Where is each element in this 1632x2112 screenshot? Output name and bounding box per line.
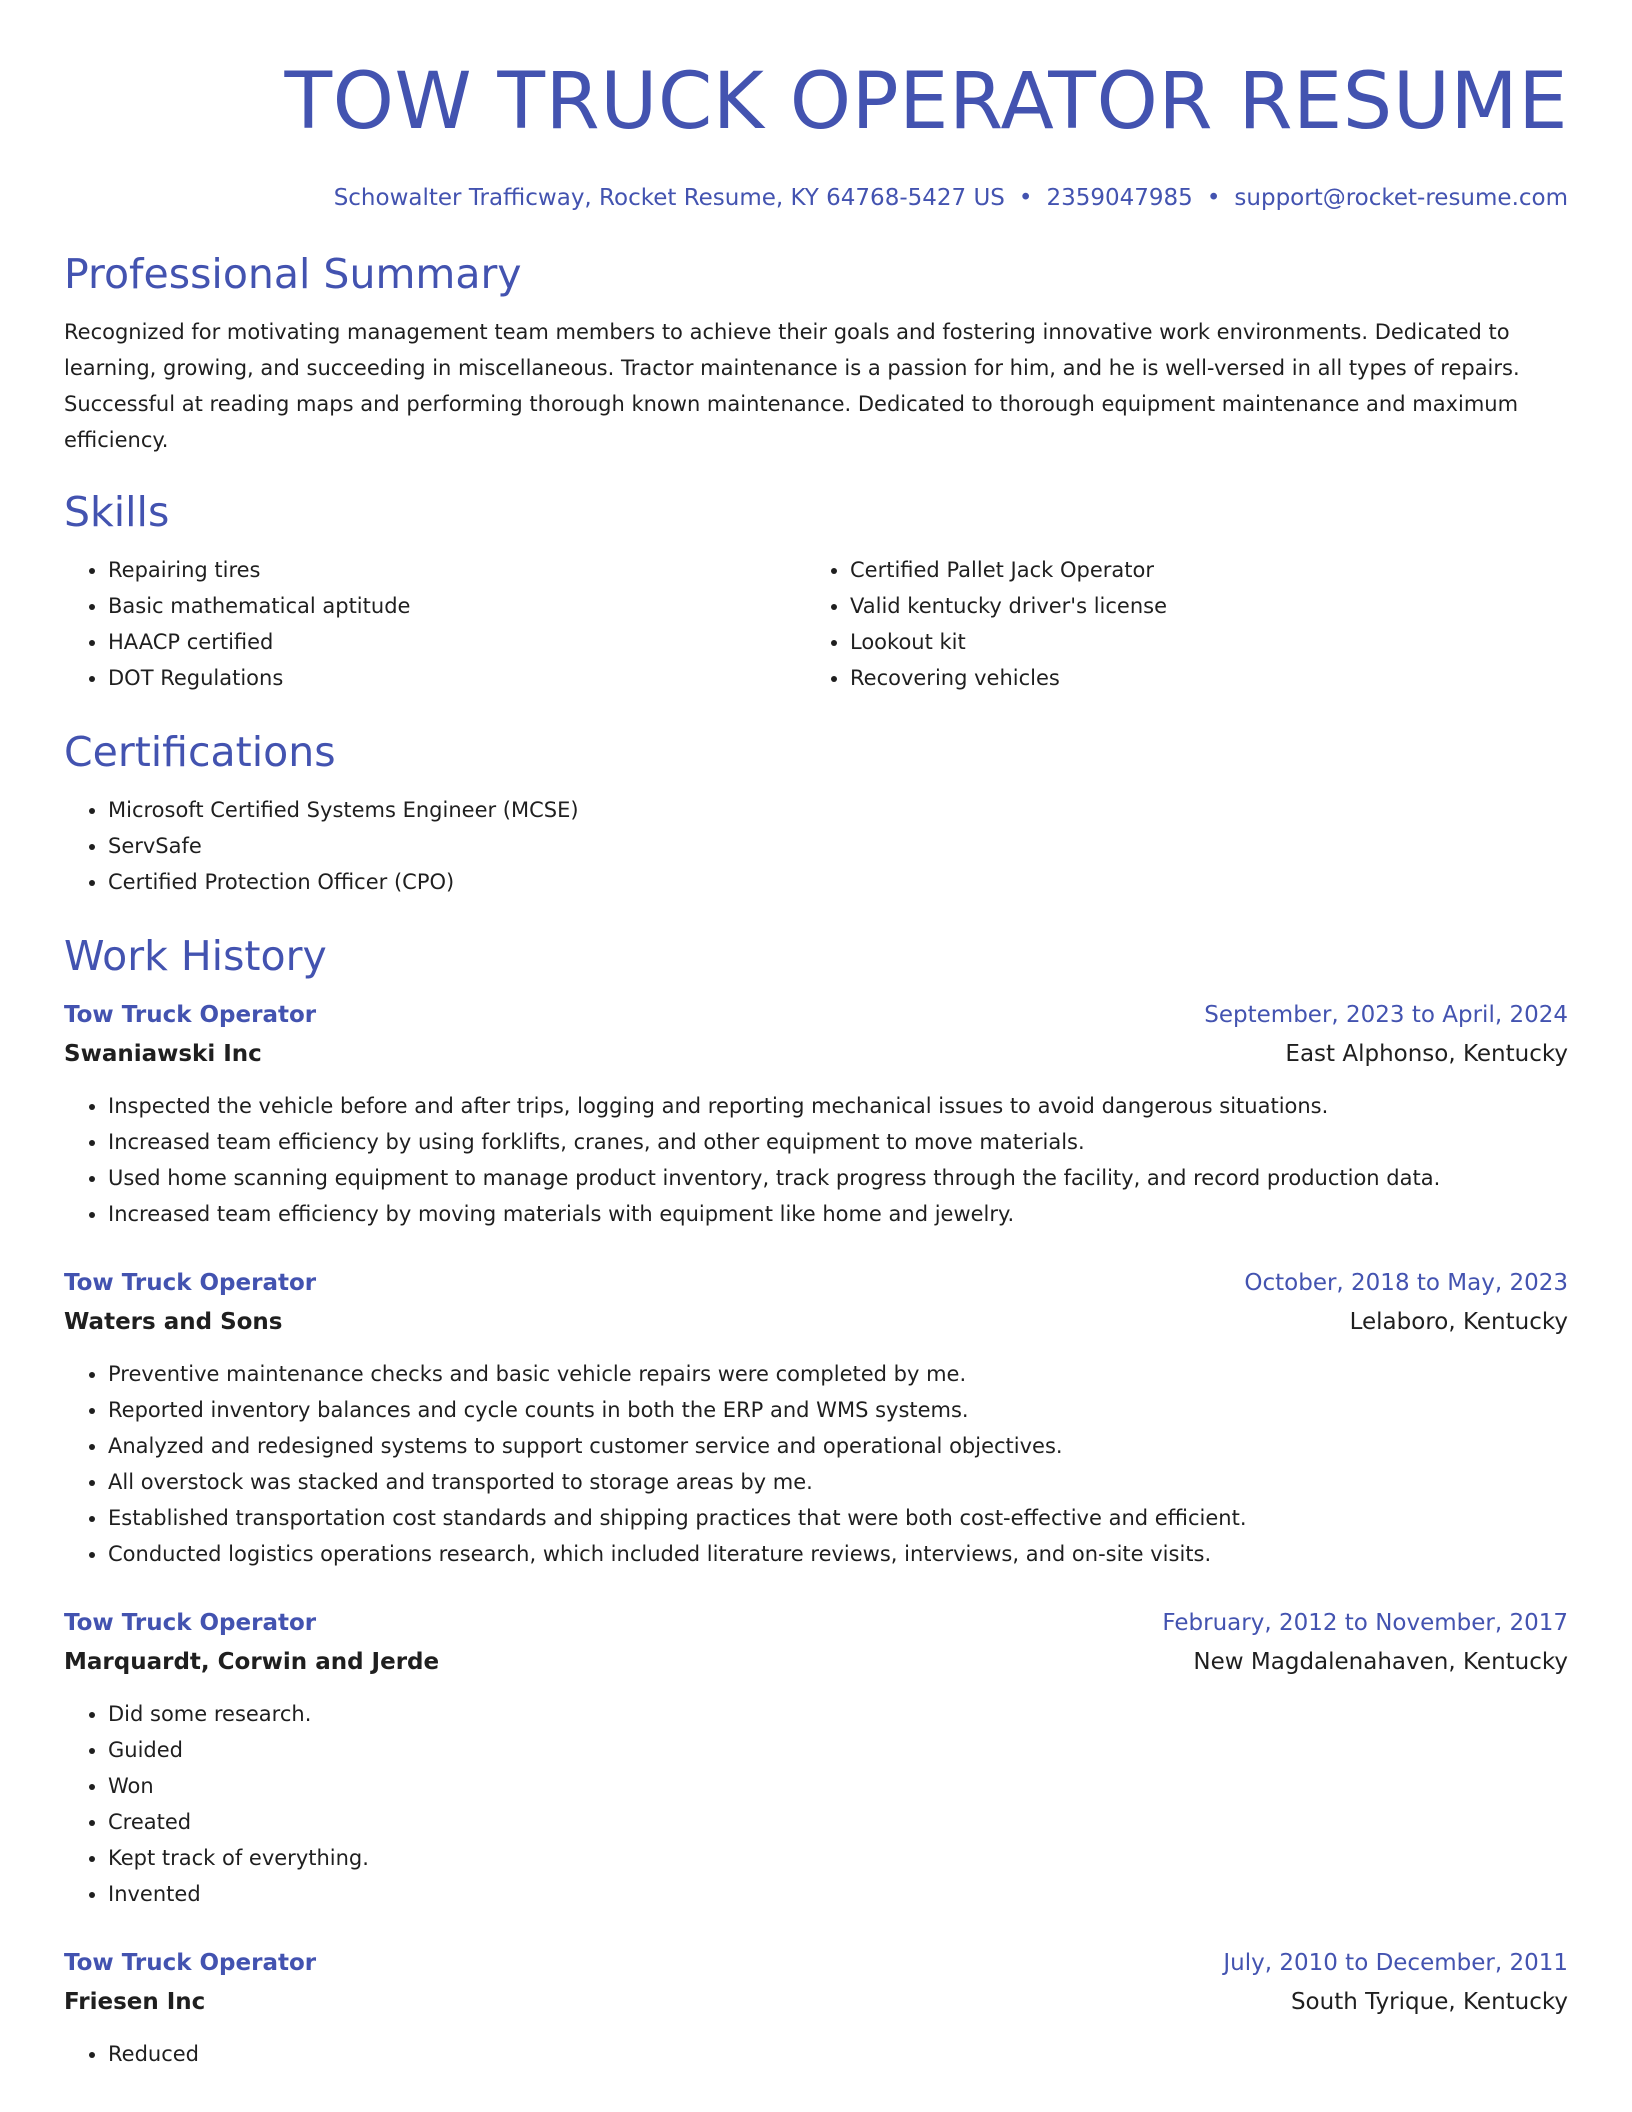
work-history-heading: Work History bbox=[64, 932, 327, 980]
summary-text: Recognized for motivating management team members to achieve their goals and fostering innovative work environments. Dedicated to learning, growing, and succeeding in miscellaneous. Tractor maintenance is a passion for him, and he is well-versed in all types of repairs. Successful at reading maps and performing thorough known maintenance. Dedicated to thorough equipment maintenance and maximum efficiency. bbox=[64, 320, 1520, 452]
job-duty-item: • Increased team efficiency by using forklifts, cranes, and other equipment to move materials. bbox=[108, 1124, 1568, 1160]
certification-item: • Microsoft Certified Systems Engineer (MCSE) bbox=[108, 792, 1568, 828]
job-dates: September, 2023 to April, 2024 bbox=[1204, 1002, 1568, 1028]
job-entry bbox=[64, 1944, 1568, 2072]
job-title-row bbox=[64, 1264, 1568, 1302]
job-title-row bbox=[64, 1944, 1568, 1982]
job-title: Tow Truck Operator bbox=[64, 1270, 317, 1296]
job-title: Tow Truck Operator bbox=[64, 1950, 317, 1976]
job-title-row bbox=[64, 996, 1568, 1034]
skill-item: • Basic mathematical aptitude bbox=[108, 588, 806, 624]
job-duties-list bbox=[64, 1356, 1568, 1572]
certifications-list bbox=[64, 792, 1568, 900]
contact-separator: • bbox=[1018, 185, 1033, 211]
contact-email[interactable]: support@rocket-resume.com bbox=[1234, 185, 1568, 211]
contact-phone: 2359047985 bbox=[1046, 185, 1193, 211]
job-duty-item: • All overstock was stacked and transported to storage areas by me. bbox=[108, 1464, 1568, 1500]
contact-separator: • bbox=[1206, 185, 1221, 211]
resume-title: TOW TRUCK OPERATOR RESUME bbox=[284, 57, 1568, 147]
skills-heading: Skills bbox=[64, 488, 170, 536]
job-duty-item: • Conducted logistics operations research, which included literature reviews, interviews, and on-site visits. bbox=[108, 1536, 1568, 1572]
certifications-section bbox=[64, 724, 1568, 900]
job-duty-item: • Won bbox=[108, 1768, 1568, 1804]
job-duty-item: • Did some research. bbox=[108, 1696, 1568, 1732]
certification-item: • Certified Protection Officer (CPO) bbox=[108, 864, 1568, 900]
job-location: New Magdalenahaven, Kentucky bbox=[1193, 1649, 1568, 1675]
job-duty-item: • Invented bbox=[108, 1876, 1568, 1912]
summary-section bbox=[64, 246, 1568, 458]
job-duty-item: • Preventive maintenance checks and basic vehicle repairs were completed by me. bbox=[108, 1356, 1568, 1392]
job-duty-item: • Guided bbox=[108, 1732, 1568, 1768]
job-duties-list bbox=[64, 1088, 1568, 1232]
certification-item: • ServSafe bbox=[108, 828, 1568, 864]
certifications-heading: Certifications bbox=[64, 728, 336, 776]
skill-item: • DOT Regulations bbox=[108, 660, 806, 696]
skill-item: • Repairing tires bbox=[108, 552, 806, 588]
job-location: Lelaboro, Kentucky bbox=[1349, 1309, 1568, 1335]
skills-list-right bbox=[806, 552, 1548, 696]
job-duty-item: • Established transportation cost standards and shipping practices that were both cost-effective and efficient. bbox=[108, 1500, 1568, 1536]
job-company-row bbox=[64, 1034, 1568, 1074]
job-location: South Tyrique, Kentucky bbox=[1290, 1989, 1568, 2015]
skill-item: • Valid kentucky driver's license bbox=[850, 588, 1548, 624]
skills-columns bbox=[64, 552, 1568, 696]
job-duty-item: • Created bbox=[108, 1804, 1568, 1840]
skill-item: • Lookout kit bbox=[850, 624, 1548, 660]
job-company-row bbox=[64, 1302, 1568, 1342]
summary-heading: Professional Summary bbox=[64, 250, 522, 298]
job-dates: February, 2012 to November, 2017 bbox=[1162, 1610, 1568, 1636]
job-duty-item: • Reported inventory balances and cycle counts in both the ERP and WMS systems. bbox=[108, 1392, 1568, 1428]
contact-address: Schowalter Trafficway, Rocket Resume, KY 64768-5427 US bbox=[333, 185, 1005, 211]
job-entry bbox=[64, 996, 1568, 1232]
skills-section bbox=[64, 484, 1568, 696]
skills-column-left bbox=[64, 552, 806, 696]
job-location: East Alphonso, Kentucky bbox=[1285, 1041, 1568, 1067]
job-company: Friesen Inc bbox=[64, 1989, 206, 2015]
skill-item: • Certified Pallet Jack Operator bbox=[850, 552, 1548, 588]
job-duty-item: • Kept track of everything. bbox=[108, 1840, 1568, 1876]
job-duties-list bbox=[64, 1696, 1568, 1912]
job-duty-item: • Increased team efficiency by moving materials with equipment like home and jewelry. bbox=[108, 1196, 1568, 1232]
contact-line bbox=[64, 182, 1568, 214]
job-duty-item: • Reduced bbox=[108, 2036, 1568, 2072]
resume-header bbox=[64, 0, 1568, 214]
job-company: Swaniawski Inc bbox=[64, 1041, 262, 1067]
job-dates: October, 2018 to May, 2023 bbox=[1244, 1270, 1568, 1296]
job-duty-item: • Used home scanning equipment to manage product inventory, track progress through the facility, and record production data. bbox=[108, 1160, 1568, 1196]
job-title-row bbox=[64, 1604, 1568, 1642]
skills-column-right bbox=[806, 552, 1548, 696]
skill-item: • Recovering vehicles bbox=[850, 660, 1548, 696]
job-duty-item: • Inspected the vehicle before and after trips, logging and reporting mechanical issues to avoid dangerous situations. bbox=[108, 1088, 1568, 1124]
skill-item: • HAACP certified bbox=[108, 624, 806, 660]
job-company: Waters and Sons bbox=[64, 1309, 283, 1335]
job-entry bbox=[64, 1604, 1568, 1912]
job-dates: July, 2010 to December, 2011 bbox=[1223, 1950, 1568, 1976]
job-company-row bbox=[64, 1642, 1568, 1682]
job-company-row bbox=[64, 1982, 1568, 2022]
work-history-section bbox=[64, 928, 1568, 2072]
job-duties-list bbox=[64, 2036, 1568, 2072]
job-title: Tow Truck Operator bbox=[64, 1002, 317, 1028]
job-entry bbox=[64, 1264, 1568, 1572]
job-title: Tow Truck Operator bbox=[64, 1610, 317, 1636]
job-duty-item: • Analyzed and redesigned systems to support customer service and operational objectives. bbox=[108, 1428, 1568, 1464]
job-company: Marquardt, Corwin and Jerde bbox=[64, 1649, 440, 1675]
skills-list-left bbox=[64, 552, 806, 696]
